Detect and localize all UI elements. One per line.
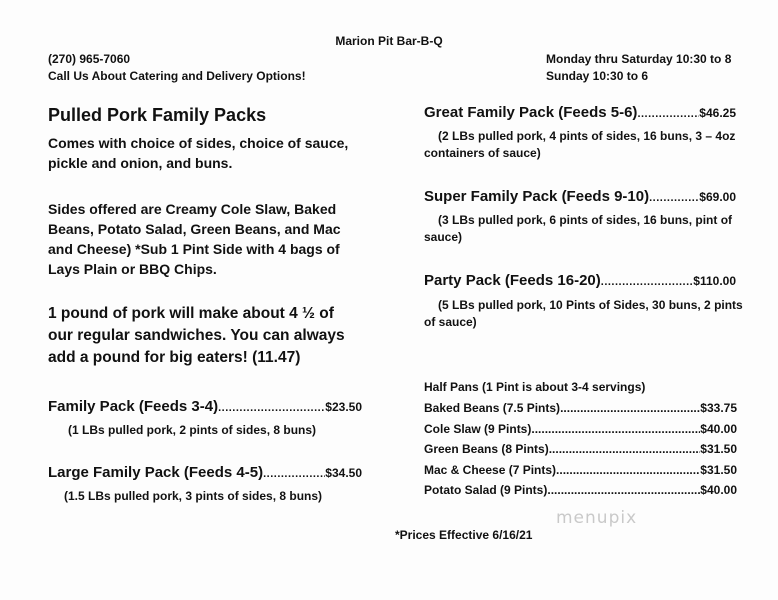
- pack-name: Super Family Pack (Feeds 9-10): [424, 188, 650, 205]
- leader-dots: [531, 422, 700, 436]
- leader-dots: [218, 402, 325, 414]
- great-family-pack-desc: (2 LBs pulled pork, 4 pints of sides, 16 buns, 3 – 4oz containers of sauce): [424, 129, 736, 160]
- leader-dots: [601, 276, 694, 288]
- pan-price: $31.50: [700, 442, 737, 456]
- pan-name: Baked Beans (7.5 Pints): [424, 401, 561, 415]
- pack-price: $23.50: [325, 400, 362, 414]
- list-item: [424, 442, 737, 463]
- pan-price: $40.00: [700, 421, 737, 436]
- leader-dots: [549, 442, 701, 456]
- super-family-pack-row: [424, 188, 736, 205]
- leader-dots: [263, 468, 325, 480]
- hours-sunday: Sunday 10:30 to 6: [546, 69, 649, 83]
- pan-name: Green Beans (8 Pints): [424, 442, 549, 456]
- large-family-pack-desc: (1.5 LBs pulled pork, 3 pints of sides, 8 buns): [64, 489, 323, 503]
- pack-name: Party Pack (Feeds 16-20): [424, 272, 601, 289]
- pack-price: $110.00: [693, 274, 736, 288]
- pan-price: $40.00: [700, 483, 737, 497]
- list-item: [424, 422, 737, 443]
- pack-name: Large Family Pack (Feeds 4-5): [48, 464, 264, 481]
- leader-dots: [556, 463, 700, 477]
- pack-name: Family Pack (Feeds 3-4): [48, 398, 219, 415]
- party-pack-desc: (5 LBs pulled pork, 10 Pints of Sides, 30 buns, 2 pints of sauce): [424, 298, 743, 329]
- sides-text: Sides offered are Creamy Cole Slaw, Baked Beans, Potato Salad, Green Beans, and Mac and Cheese) *Sub 1 Pint Side with 4 bags of Lays Plain or BBQ Chips.: [48, 201, 341, 277]
- hours-weekday: Monday thru Saturday 10:30 to 8: [546, 52, 732, 66]
- pan-name: Mac & Cheese (7 Pints): [424, 462, 557, 477]
- great-family-pack-row: [424, 104, 736, 121]
- half-pans-heading: Half Pans (1 Pint is about 3-4 servings): [424, 380, 646, 394]
- pan-price: $33.75: [700, 401, 737, 415]
- watermark-logo: menupix: [556, 508, 638, 528]
- leader-dots: [560, 401, 700, 415]
- family-pack-row: [48, 398, 362, 415]
- family-pack-desc: (1 LBs pulled pork, 2 pints of sides, 8 buns): [68, 423, 317, 437]
- pack-price: $34.50: [325, 466, 362, 480]
- list-item: [424, 401, 737, 422]
- restaurant-name: Marion Pit Bar-B-Q: [335, 34, 443, 48]
- list-item: [424, 463, 737, 484]
- party-pack-row: [424, 272, 736, 289]
- large-family-pack-row: [48, 464, 362, 481]
- pan-name: Potato Salad (9 Pints): [424, 483, 548, 497]
- pan-price: $31.50: [700, 462, 737, 477]
- pack-price: $46.25: [699, 106, 736, 120]
- intro-text: Comes with choice of sides, choice of sauce, pickle and onion, and buns.: [48, 135, 349, 171]
- leader-dots: [649, 192, 699, 204]
- catering-note: Call Us About Catering and Delivery Options!: [48, 69, 306, 83]
- leader-dots: [637, 108, 699, 120]
- pack-name: Great Family Pack (Feeds 5-6): [424, 104, 638, 121]
- pack-price: $69.00: [699, 190, 736, 204]
- leader-dots: [547, 483, 700, 497]
- pork-note: 1 pound of pork will make about 4 ½ of our regular sandwiches. You can always add a pound for big eaters! (11.47): [48, 305, 345, 366]
- section-heading: Pulled Pork Family Packs: [48, 105, 267, 125]
- phone-number: (270) 965-7060: [48, 52, 131, 66]
- list-item: [424, 483, 737, 504]
- half-pans-list: [424, 401, 737, 504]
- pan-name: Cole Slaw (9 Pints): [424, 421, 532, 436]
- prices-effective-note: *Prices Effective 6/16/21: [395, 528, 533, 542]
- super-family-pack-desc: (3 LBs pulled pork, 6 pints of sides, 16 buns, pint of sauce): [424, 213, 733, 244]
